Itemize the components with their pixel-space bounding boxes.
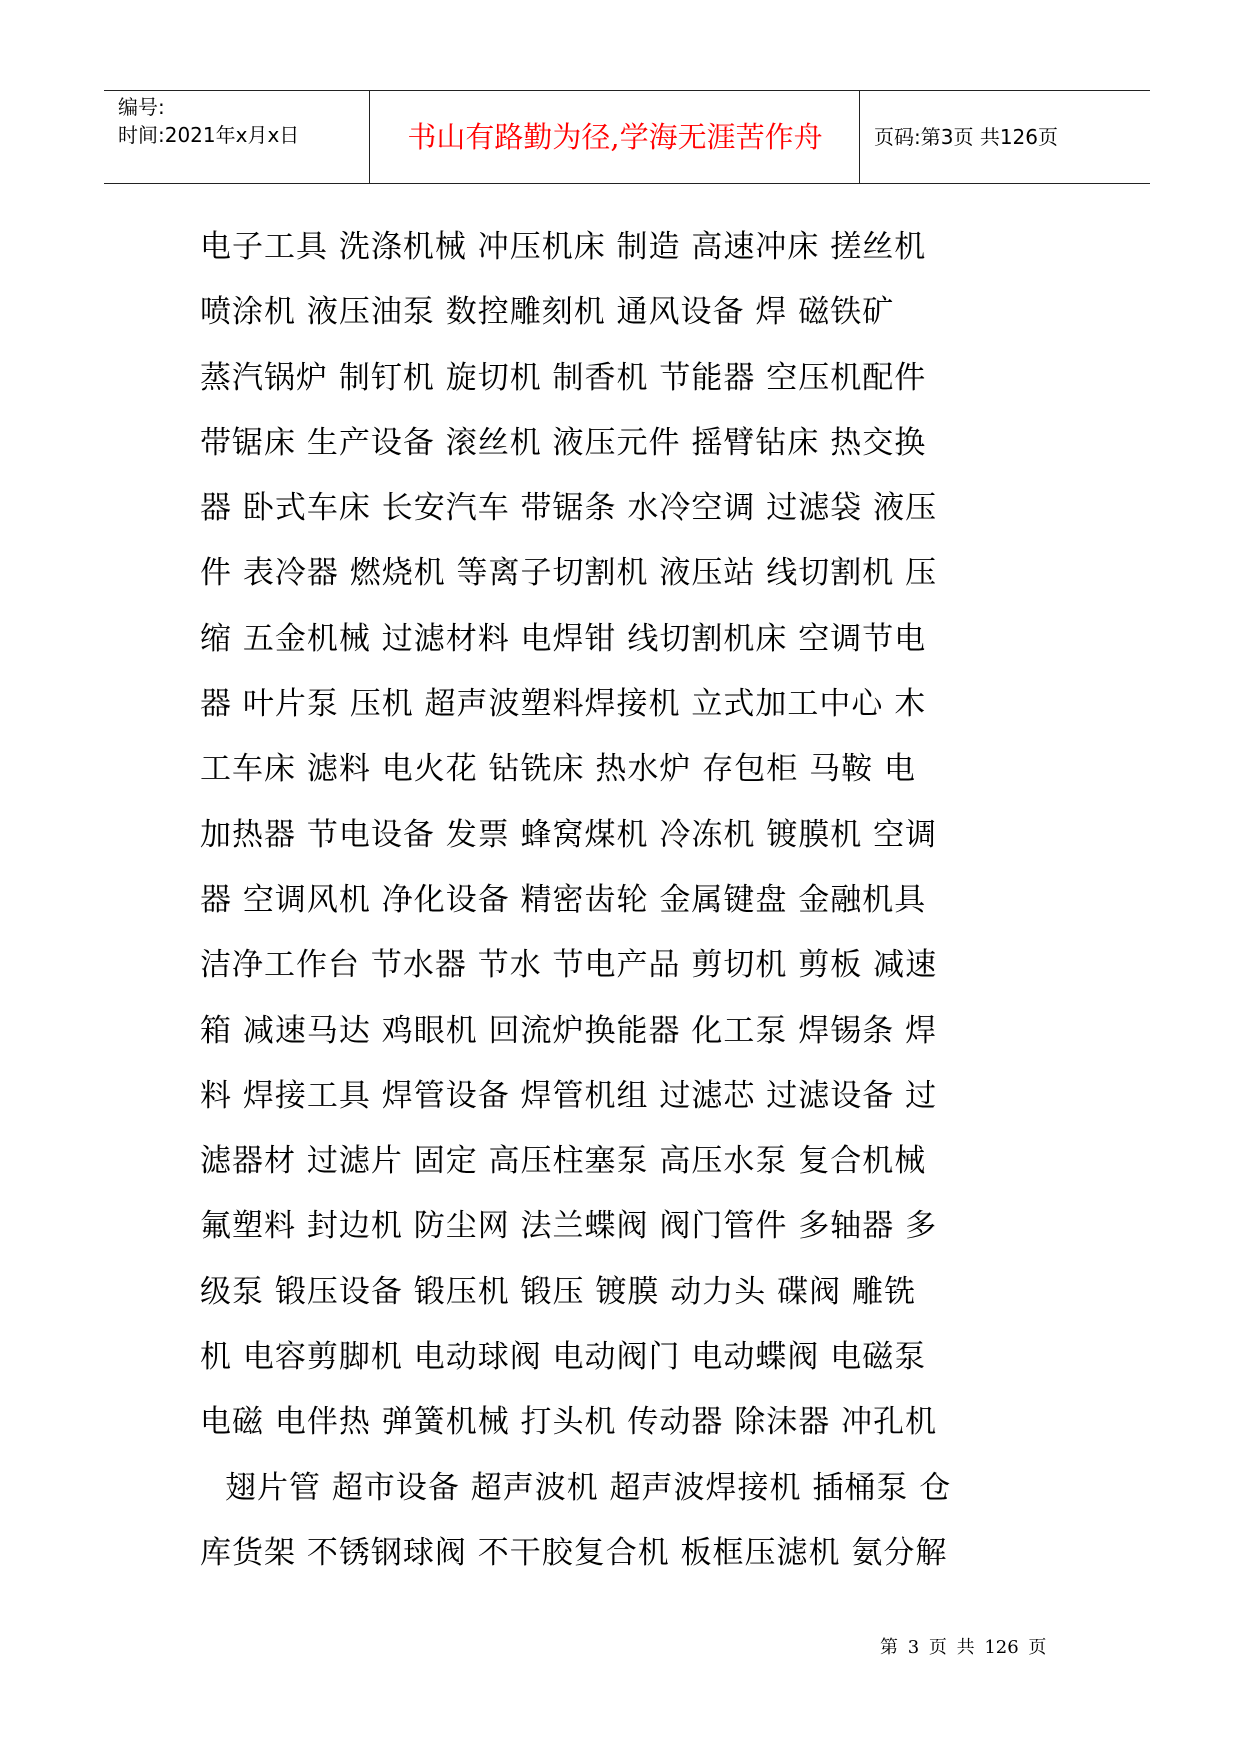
header-motto: 书山有路勤为径,学海无涯苦作舟: [407, 120, 823, 154]
body-line: 滤器材 过滤片 固定 高压柱塞泵 高压水泵 复合机械: [200, 1143, 927, 1180]
body-line: 带锯床 生产设备 滚丝机 液压元件 摇臂钻床 热交换: [200, 424, 927, 461]
body-line: 翅片管 超市设备 超声波机 超声波焊接机 插桶泵 仓: [225, 1469, 952, 1506]
body-line: 缩 五金机械 过滤材料 电焊钳 线切割机床 空调节电: [200, 620, 927, 657]
header-meta: [118, 91, 368, 183]
header-divider-right: [859, 91, 860, 183]
header-divider-left: [369, 91, 370, 183]
page-header: [104, 90, 1150, 184]
body-line: 器 空调风机 净化设备 精密齿轮 金属键盘 金融机具: [200, 881, 927, 918]
body-line: 箱 减速马达 鸡眼机 回流炉换能器 化工泵 焊锡条 焊: [200, 1012, 938, 1049]
body-line: 工车床 滤料 电火花 钻铣床 热水炉 存包柜 马鞍 电: [200, 751, 916, 788]
body-line: 库货架 不锈钢球阀 不干胶复合机 板框压滤机 氨分解: [200, 1534, 948, 1571]
body-line: 器 叶片泵 压机 超声波塑料焊接机 立式加工中心 木: [200, 686, 927, 723]
body-line: 器 卧式车床 长安汽车 带锯条 水冷空调 过滤袋 液压: [200, 490, 938, 527]
body-line: 料 焊接工具 焊管设备 焊管机组 过滤芯 过滤设备 过: [200, 1077, 938, 1114]
body-line: 电磁 电伴热 弹簧机械 打头机 传动器 除沫器 冲孔机: [200, 1404, 938, 1441]
body-text: [200, 215, 1070, 1586]
date-label: 时间:2021年x月x日: [118, 123, 300, 147]
body-line: 件 表冷器 燃烧机 等离子切割机 液压站 线切割机 压: [200, 555, 938, 592]
body-line: 蒸汽锅炉 制钉机 旋切机 制香机 节能器 空压机配件: [200, 359, 927, 396]
body-line: 氟塑料 封边机 防尘网 法兰蝶阀 阀门管件 多轴器 多: [200, 1208, 938, 1245]
body-line: 级泵 锻压设备 锻压机 锻压 镀膜 动力头 碟阀 雕铣: [200, 1273, 916, 1310]
body-line: 喷涂机 液压油泵 数控雕刻机 通风设备 焊 磁铁矿: [200, 294, 895, 331]
body-line: 洁净工作台 节水器 节水 节电产品 剪切机 剪板 减速: [200, 947, 938, 984]
body-line: 机 电容剪脚机 电动球阀 电动阀门 电动蝶阀 电磁泵: [200, 1339, 927, 1376]
header-page-number: 页码:第3页 共126页: [874, 125, 1058, 149]
body-line: 加热器 节电设备 发票 蜂窝煤机 冷冻机 镀膜机 空调: [200, 816, 938, 853]
serial-number-label: 编号:: [118, 95, 165, 119]
footer-page-number: 第 3 页 共 126 页: [880, 1637, 1047, 1658]
body-line: 电子工具 洗涤机械 冲压机床 制造 高速冲床 搓丝机: [200, 229, 927, 265]
